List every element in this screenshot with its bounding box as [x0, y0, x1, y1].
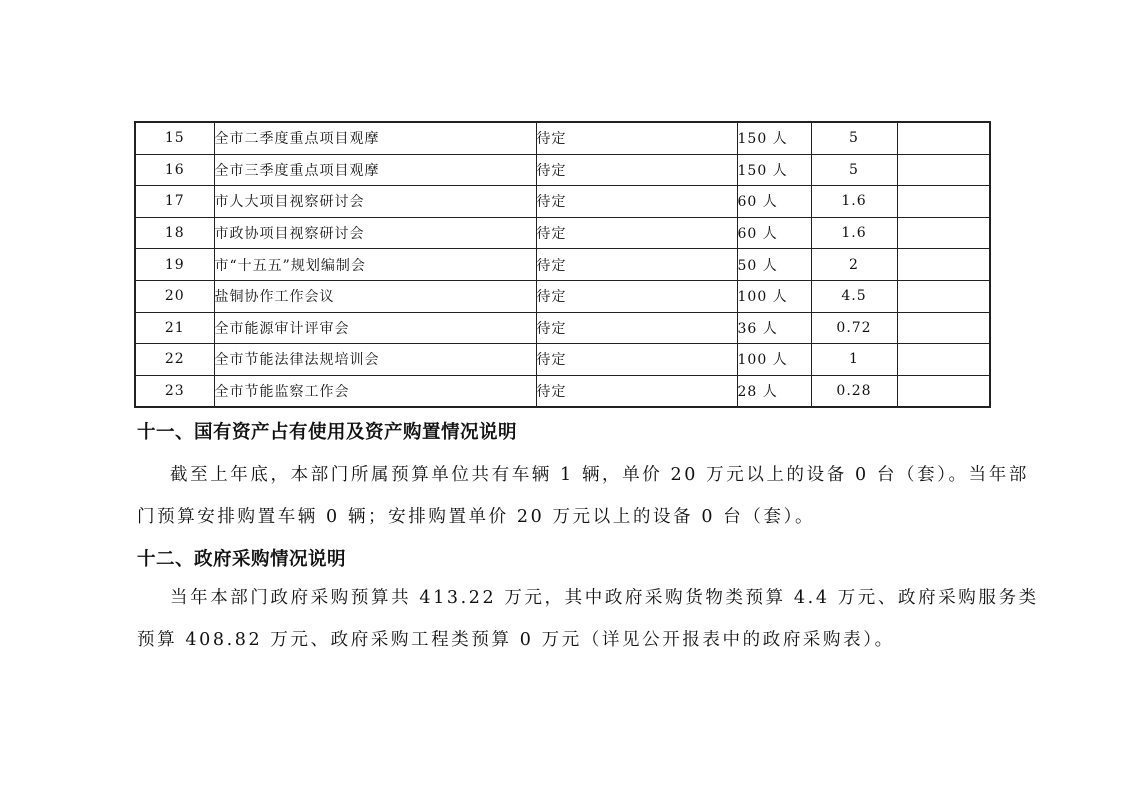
remarks-cell	[897, 122, 990, 154]
budget-amount-cell: 1	[811, 344, 897, 376]
table-row	[135, 344, 990, 376]
meeting-date-cell: 待定	[536, 186, 737, 218]
remarks-cell	[897, 217, 990, 249]
remarks-cell	[897, 312, 990, 344]
budget-amount-cell: 5	[811, 154, 897, 186]
budget-amount-cell: 1.6	[811, 217, 897, 249]
section-heading-state-assets: 十一、国有资产占有使用及资产购置情况说明	[137, 422, 518, 443]
attendees-cell: 150 人	[737, 154, 811, 186]
paragraph-procurement-line-1: 当年本部门政府采购预算共 413.22 万元，其中政府采购货物类预算 4.4 万元、政府采购服务类	[170, 588, 1039, 608]
budget-amount-cell: 0.28	[811, 375, 897, 407]
budget-amount-cell: 2	[811, 249, 897, 281]
attendees-cell: 100 人	[737, 280, 811, 312]
meeting-name-cell: 全市三季度重点项目观摩	[214, 154, 536, 186]
meeting-name-cell: 市政协项目视察研讨会	[214, 217, 536, 249]
meeting-date-cell: 待定	[536, 249, 737, 281]
attendees-cell: 36 人	[737, 312, 811, 344]
meeting-name-cell: 全市节能法律法规培训会	[214, 344, 536, 376]
meeting-name-cell: 全市能源审计评审会	[214, 312, 536, 344]
meeting-name-cell: 市“十五五”规划编制会	[214, 249, 536, 281]
row-number-cell: 15	[135, 122, 214, 154]
meeting-date-cell: 待定	[536, 280, 737, 312]
row-number-cell: 19	[135, 249, 214, 281]
meeting-date-cell: 待定	[536, 154, 737, 186]
attendees-cell: 60 人	[737, 217, 811, 249]
row-number-cell: 17	[135, 186, 214, 218]
remarks-cell	[897, 154, 990, 186]
attendees-cell: 50 人	[737, 249, 811, 281]
table-row	[135, 122, 990, 154]
budget-amount-cell: 4.5	[811, 280, 897, 312]
row-number-cell: 22	[135, 344, 214, 376]
meeting-name-cell: 市人大项目视察研讨会	[214, 186, 536, 218]
remarks-cell	[897, 186, 990, 218]
budget-amount-cell: 5	[811, 122, 897, 154]
meeting-name-cell: 盐铜协作工作会议	[214, 280, 536, 312]
attendees-cell: 100 人	[737, 344, 811, 376]
paragraph-state-assets-line-1: 截至上年底，本部门所属预算单位共有车辆 1 辆，单价 20 万元以上的设备 0 台（套）。当年部	[170, 465, 1029, 485]
meeting-name-cell: 全市二季度重点项目观摩	[214, 122, 536, 154]
attendees-cell: 150 人	[737, 122, 811, 154]
row-number-cell: 23	[135, 375, 214, 407]
row-number-cell: 16	[135, 154, 214, 186]
paragraph-procurement-line-2: 预算 408.82 万元、政府采购工程类预算 0 万元（详见公开报表中的政府采购表）。	[137, 630, 895, 650]
meeting-date-cell: 待定	[536, 375, 737, 407]
attendees-cell: 60 人	[737, 186, 811, 218]
table-row	[135, 154, 990, 186]
remarks-cell	[897, 280, 990, 312]
table-body	[135, 122, 990, 407]
table-row	[135, 186, 990, 218]
section-heading-government-procurement: 十二、政府采购情况说明	[137, 549, 347, 570]
meeting-name-cell: 全市节能监察工作会	[214, 375, 536, 407]
row-number-cell: 18	[135, 217, 214, 249]
paragraph-state-assets-line-2: 门预算安排购置车辆 0 辆；安排购置单价 20 万元以上的设备 0 台（套）。	[137, 507, 816, 527]
table-row	[135, 375, 990, 407]
meeting-date-cell: 待定	[536, 217, 737, 249]
remarks-cell	[897, 249, 990, 281]
row-number-cell: 20	[135, 280, 214, 312]
table-row	[135, 217, 990, 249]
budget-amount-cell: 1.6	[811, 186, 897, 218]
budget-amount-cell: 0.72	[811, 312, 897, 344]
row-number-cell: 21	[135, 312, 214, 344]
meeting-date-cell: 待定	[536, 312, 737, 344]
remarks-cell	[897, 344, 990, 376]
meeting-date-cell: 待定	[536, 344, 737, 376]
meeting-budget-table	[134, 121, 991, 408]
table-row	[135, 280, 990, 312]
remarks-cell	[897, 375, 990, 407]
table-row	[135, 312, 990, 344]
meeting-date-cell: 待定	[536, 122, 737, 154]
attendees-cell: 28 人	[737, 375, 811, 407]
table-row	[135, 249, 990, 281]
